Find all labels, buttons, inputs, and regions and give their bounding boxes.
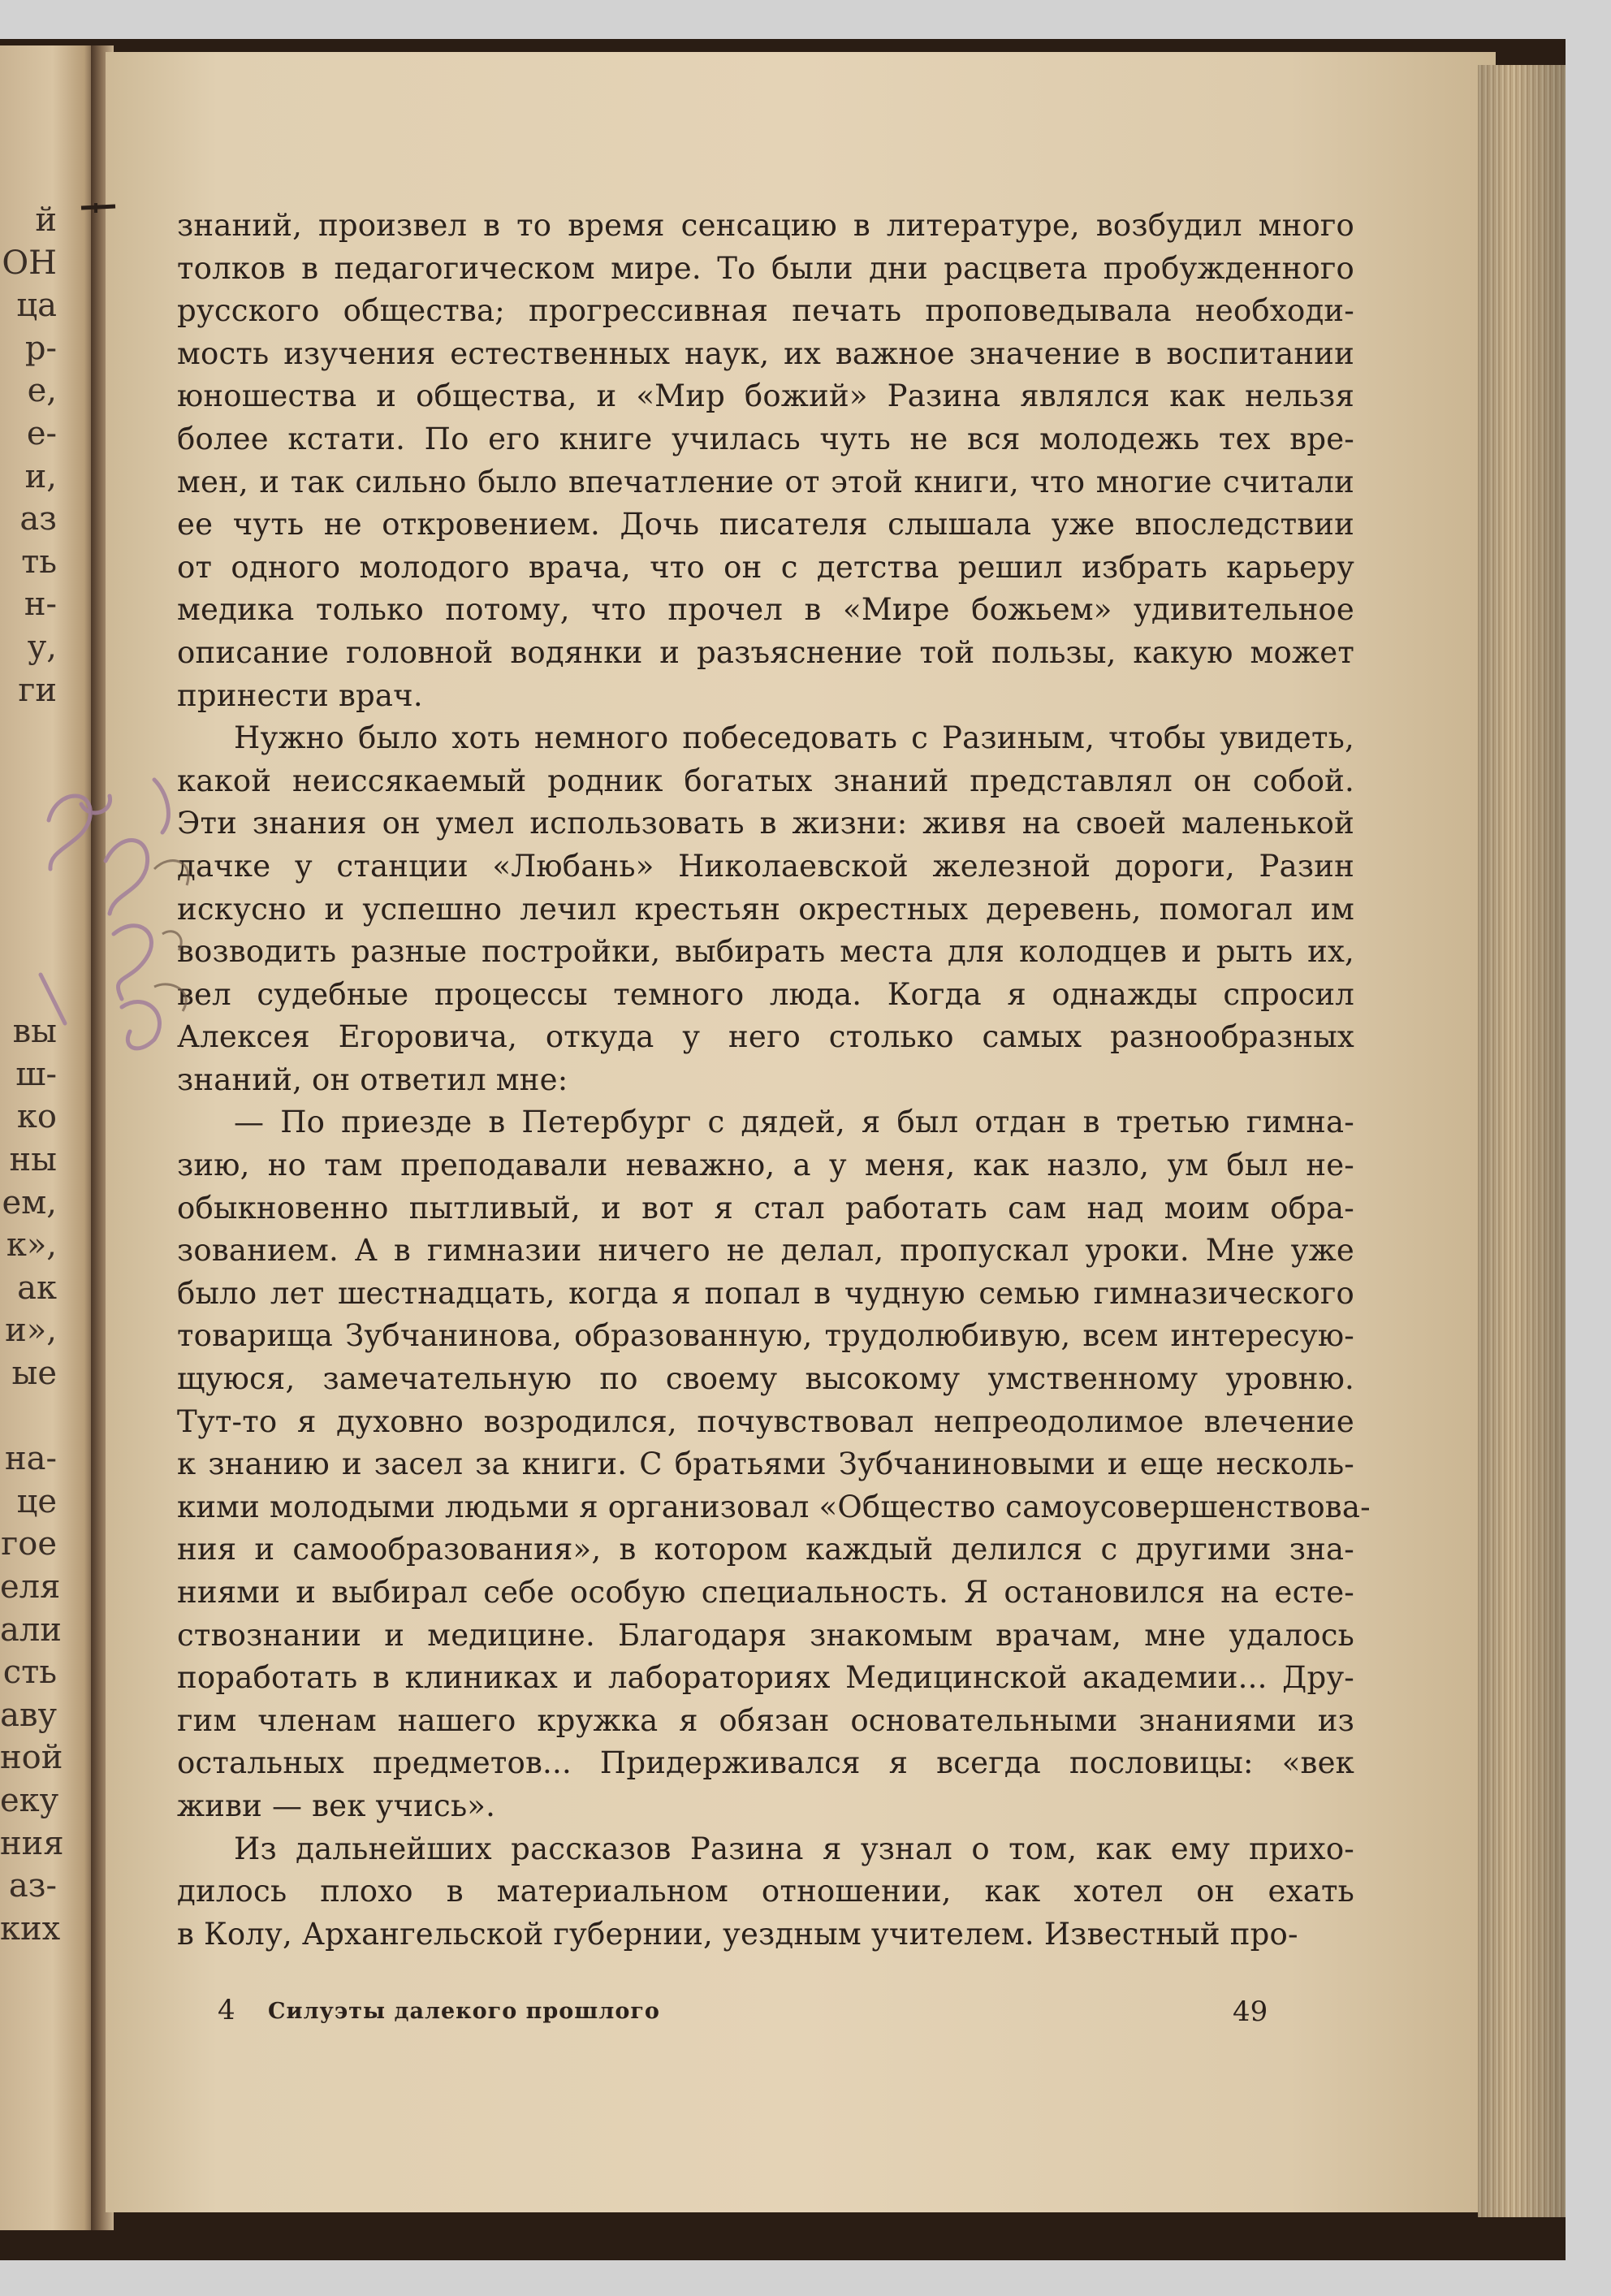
handwritten-inventory-number [32,772,211,1064]
text-line: товарища Зубчанинова, образованную, трудолюбивую, всем интересую- [177,1318,1354,1354]
text-line: дачке у станции «Любань» Николаевской железной дороги, Разин [177,848,1354,884]
previous-page-fragment: е, [27,372,57,410]
text-line: поработать в клиниках и лабораториях Медицинской академии... Дру- [177,1660,1354,1696]
previous-page-fragment: ш- [15,1055,57,1093]
text-line: зию, но там преподавали неважно, а у меня, как назло, ум был не- [177,1148,1354,1183]
previous-page-fragment: е- [26,414,57,452]
previous-page-fragment: ем, [2,1183,57,1222]
previous-page-fragment: ОН [2,244,57,282]
previous-page-fragment: ко [16,1098,57,1136]
previous-page-fragment: ния [0,1824,64,1862]
text-line: дилось плохо в материальном отношении, как хотел он ехать [177,1874,1354,1909]
previous-page-fragment: аву [0,1696,57,1734]
previous-page-text-fragments [0,199,64,1950]
text-line: к знанию и засел за книги. С братьями Зубчаниновыми и еще несколь- [177,1446,1354,1482]
text-line: кими молодыми людьми я организовал «Общество самоусовершенствова- [177,1489,1371,1524]
text-line: толков в педагогическом мире. То были дни расцвета пробужденного [177,250,1354,286]
previous-page-fragment: ги [18,671,57,709]
text-line: принести врач. [177,677,423,713]
text-line: Тут-то я духовно возродился, почувствовал непреодолимое влечение [177,1403,1354,1439]
text-line: от одного молодого врача, что он с детства решил избрать карьеру [177,549,1354,585]
previous-page-fragment: ной [0,1739,63,1777]
text-line: юношества и общества, и «Мир божий» Разина являлся как нельзя [177,378,1354,414]
previous-page-fragment [0,1395,57,1438]
text-line: ния и самообразования», в котором каждый делился с другими зна- [177,1532,1354,1567]
signature-title: Силуэты далекого прошлого [268,1999,660,2024]
text-line: обыкновенно пытливый, и вот я стал работать сам над моим обра- [177,1190,1354,1226]
previous-page-fragment: к», [6,1226,57,1265]
previous-page-fragment: ть [21,543,57,581]
text-line: знаний, он ответил мне: [177,1062,568,1097]
previous-page-fragment: ак [17,1269,57,1307]
text-line: ее чуть не откровением. Дочь писателя слышала уже впоследствии [177,507,1354,543]
previous-page-fragment: ких [0,1909,61,1948]
text-line: Из дальнейших рассказов Разина я узнал о том, как ему прихо- [234,1831,1354,1866]
page-footer [218,1994,1273,2034]
text-line: Эти знания он умел использовать в жизни: живя на своей маленькой [177,806,1354,841]
text-line: Алексея Егоровича, откуда у него столько самых разнообразных [177,1019,1354,1055]
text-line: Нужно было хоть немного побеседовать с Разиным, чтобы увидеть, [234,720,1354,756]
previous-page-fragment: й [35,201,57,239]
previous-page-fragment: и, [24,457,57,495]
previous-page-fragment: гое [1,1525,57,1563]
previous-page-fragment: аз- [8,1867,57,1905]
text-line: более кстати. По его книге училась чуть не вся молодежь тех вре- [177,421,1354,456]
text-line: щуюся, замечательную по своему высокому умственному уровню. [177,1361,1354,1397]
previous-page-fragment: ые [11,1355,57,1393]
text-line: ниями и выбирал себе особую специальность. Я остановился на есте- [177,1575,1354,1610]
text-line: ствознании и медицине. Благодаря знакомым врачам, мне удалось [177,1617,1354,1653]
text-line: описание головной водянки и разъяснение той пользы, какую может [177,634,1354,670]
page-number: 49 [1233,1995,1268,2028]
text-line: гим членам нашего кружка я обязан основательными знаниями из [177,1702,1354,1738]
text-line: какой неиссякаемый родник богатых знаний представлял он собой. [177,763,1354,798]
text-line: медика только потому, что прочел в «Мире божьем» удивительное [177,592,1354,628]
text-line: зованием. А в гимназии ничего не делал, пропускал уроки. Мне уже [177,1233,1354,1269]
text-line: возводить разные постройки, выбирать места для колодцев и рыть их, [177,934,1354,970]
text-line: остальных предметов... Придерживался я всегда пословицы: «век [177,1745,1354,1781]
previous-page-fragment: вы [12,1013,57,1051]
margin-tick-mark [80,201,117,214]
previous-page-fragment: еку [0,1781,59,1819]
previous-page-fragment: н- [24,586,57,624]
text-line: — По приезде в Петербург с дядей, я был отдан в третью гимна- [234,1105,1354,1140]
text-line: в Колу, Архангельской губернии, уездным учителем. Известный про- [177,1916,1298,1952]
previous-page-fragment: аз [19,500,57,538]
previous-page-fragment: али [0,1611,62,1649]
previous-page-fragment: и», [5,1312,57,1350]
previous-page-fragment: ны [9,1141,57,1179]
previous-page-fragment: це [16,1482,57,1520]
text-line: было лет шестнадцать, когда я попал в чудную семью гимназического [177,1275,1354,1311]
previous-page-fragment: у, [27,628,57,666]
page-body-text [177,205,1371,1956]
text-line: мен, и так сильно было впечатление от этой книги, что многие считали [177,464,1354,499]
previous-page-fragment: ца [16,287,57,325]
signature-number: 4 [218,1994,235,2026]
text-line: знаний, произвел в то время сенсацию в литературе, возбудил много [177,208,1354,243]
text-line: искусно и успешно лечил крестьян окрестных деревень, помогал им [177,891,1354,927]
previous-page-fragment [0,711,57,755]
previous-page-fragment: сть [2,1654,57,1692]
page-block-shade [1478,65,1566,2217]
text-line: вел судебные процессы темного люда. Когда я однажды спросил [177,976,1354,1012]
text-line: мость изучения естественных наук, их важное значение в воспитании [177,335,1354,371]
previous-page-fragment: р- [24,329,57,367]
text-line: живи — век учись». [177,1788,496,1823]
text-line: русского общества; прогрессивная печать проповедывала необходи- [177,293,1354,329]
previous-page-fragment: еля [0,1568,61,1606]
previous-page-fragment: на- [4,1440,57,1478]
